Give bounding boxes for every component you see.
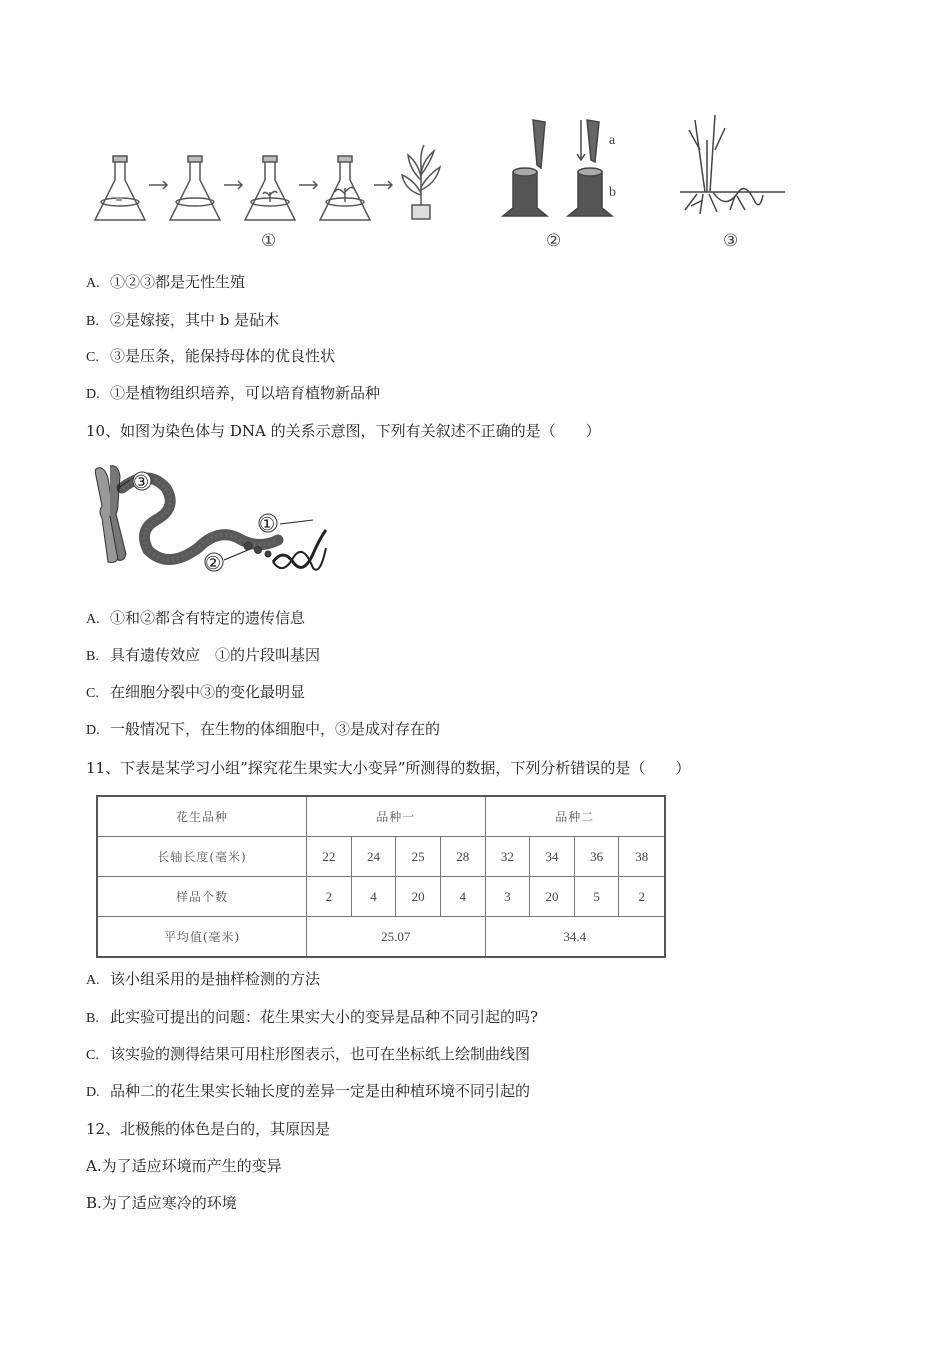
option-text: 该实验的测得结果可用柱形图表示，也可在坐标纸上绘制曲线图 [110, 1045, 531, 1063]
option-text: ①②③都是无性生殖 [110, 273, 246, 291]
table-cell: 34.4 [485, 917, 665, 958]
option-letter: A. [86, 1157, 102, 1175]
table-cell: 28 [440, 837, 485, 877]
propagation-figure [85, 110, 805, 255]
grafting-illustration [503, 120, 612, 216]
option-text: 为了适应寒冷的环境 [101, 1194, 237, 1212]
option-text: ②是嫁接，其中 b 是砧木 [110, 311, 280, 329]
option-letter: B. [86, 1194, 102, 1212]
option-letter: D. [86, 723, 100, 738]
option-letter: C. [86, 686, 99, 701]
q9-option-a [86, 272, 245, 294]
table-cell: 22 [307, 837, 352, 877]
header-length: 长轴长度(毫米) [97, 837, 307, 877]
option-letter: D. [86, 387, 100, 402]
q11-option-a [86, 969, 320, 991]
table-row [97, 837, 665, 877]
header-count: 样品个数 [97, 877, 307, 917]
q9-option-c [86, 346, 335, 368]
option-letter: B. [86, 1011, 99, 1026]
table-row [97, 877, 665, 917]
peanut-data-table [96, 795, 666, 958]
table-cell: 20 [396, 877, 441, 917]
table-cell: 38 [619, 837, 665, 877]
table-cell: 32 [485, 837, 530, 877]
q11-option-c [86, 1044, 530, 1066]
table-cell: 2 [307, 877, 352, 917]
option-letter: B. [86, 314, 99, 329]
label-a: a [609, 133, 616, 148]
option-letter: A. [86, 612, 100, 627]
table-cell: 3 [485, 877, 530, 917]
q11-option-d [86, 1081, 530, 1103]
q10-option-c [86, 682, 305, 704]
q10-option-d [86, 719, 440, 741]
table-cell: 20 [530, 877, 575, 917]
option-text: 此实验可提出的问题：花生果实大小的变异是品种不同引起的吗? [110, 1008, 539, 1026]
table-cell: 24 [351, 837, 396, 877]
fig-label-1: ① [259, 514, 276, 535]
option-text: ①是植物组织培养，可以培育植物新品种 [110, 384, 381, 402]
fig-label-3: ③ [133, 472, 150, 493]
option-text: ③是压条，能保持母体的优良性状 [110, 347, 336, 365]
tissue-culture-flasks [95, 145, 440, 220]
table-cell: 4 [440, 877, 485, 917]
q9-option-b [86, 310, 279, 332]
option-text: 一般情况下，在生物的体细胞中，③是成对存在的 [110, 720, 441, 738]
q11-stem: 11、下表是某学习小组”探究花生果实大小变异”所测得的数据，下列分析错误的是（ ） [86, 759, 691, 777]
option-text: 在细胞分裂中③的变化最明显 [110, 683, 306, 701]
table-cell: 2 [619, 877, 665, 917]
option-letter: C. [86, 350, 99, 365]
layering-illustration [680, 115, 785, 214]
chromosome-dna-figure [88, 458, 338, 578]
q12-stem: 12、北极熊的体色是白的，其原因是 [86, 1120, 331, 1138]
caption-2: ② [546, 231, 562, 251]
q12-option-b [86, 1193, 237, 1213]
option-letter: C. [86, 1048, 99, 1063]
caption-1: ① [261, 231, 277, 251]
option-text: 具有遗传效应 ①的片段叫基因 [110, 646, 321, 664]
option-text: 该小组采用的是抽样检测的方法 [110, 970, 321, 988]
header-variety-2: 品种二 [485, 796, 665, 837]
q9-option-d [86, 383, 380, 405]
option-text: ①和②都含有特定的遗传信息 [110, 609, 306, 627]
caption-3: ③ [723, 231, 739, 251]
option-letter: B. [86, 649, 99, 664]
header-variety-1: 品种一 [307, 796, 486, 837]
fig-label-2: ② [205, 553, 222, 574]
header-average: 平均值(毫米) [97, 917, 307, 958]
table-row [97, 796, 665, 837]
q10-stem: 10、如图为染色体与 DNA 的关系示意图，下列有关叙述不正确的是（ ） [86, 422, 601, 440]
table-cell: 25.07 [307, 917, 486, 958]
table-cell: 4 [351, 877, 396, 917]
table-row [97, 917, 665, 958]
option-letter: D. [86, 1085, 100, 1100]
table-cell: 36 [574, 837, 619, 877]
q11-option-b [86, 1007, 538, 1029]
table-cell: 5 [574, 877, 619, 917]
q10-option-a [86, 608, 305, 630]
label-b: b [609, 185, 616, 200]
option-text: 为了适应环境而产生的变异 [101, 1157, 282, 1175]
q10-option-b [86, 645, 320, 667]
q12-option-a [86, 1156, 282, 1176]
option-text: 品种二的花生果实长轴长度的差异一定是由种植环境不同引起的 [110, 1082, 531, 1100]
header-variety: 花生品种 [97, 796, 307, 837]
option-letter: A. [86, 276, 100, 291]
table-cell: 34 [530, 837, 575, 877]
table-cell: 25 [396, 837, 441, 877]
option-letter: A. [86, 973, 100, 988]
